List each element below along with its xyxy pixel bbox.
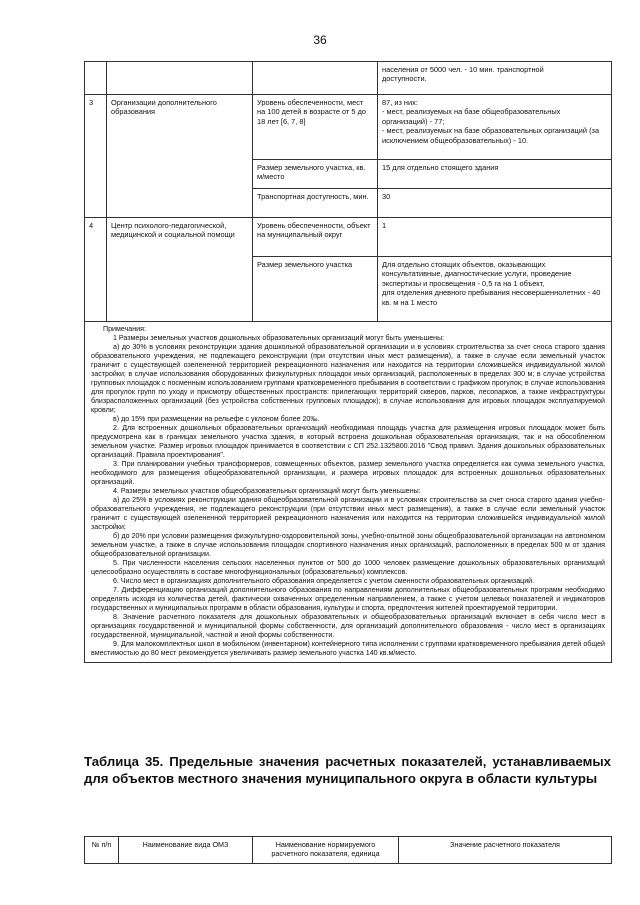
value-line: Для отдельно стоящих объектов, оказывающих консультативные, диагностические услуги, проведение экспертизы и просвещения - 0,5 га на 1 объект, <box>382 260 572 288</box>
row-number: 3 <box>85 95 107 218</box>
indicator-name: Размер земельного участка <box>253 257 378 322</box>
note-paragraph: 5. При численности населения сельских населенных пунктов от 500 до 1000 человек размещение дошкольных образовательных организаций целесообразно осуществлять в составе многофункциональных (образовательных) комплексов. <box>91 559 605 576</box>
table-row <box>85 62 612 95</box>
value-line: - мест, реализуемых на базе образовательных организаций (за исключением общеобразовательных) - 10. <box>382 126 600 145</box>
value-line: населения от 5000 чел. - 10 мин. транспортной <box>382 65 544 74</box>
indicator-name <box>253 62 378 95</box>
indicator-name: Размер земельного участка, кв. м/место <box>253 160 378 189</box>
notes-title: Примечания: <box>103 325 146 333</box>
page-number: 36 <box>313 33 327 47</box>
notes-cell <box>85 322 612 663</box>
indicator-value <box>378 257 612 322</box>
header-cell: № п/п <box>85 837 119 864</box>
row-number: 4 <box>85 218 107 322</box>
value-line: 15 для отдельно стоящего здания <box>382 163 499 172</box>
table-header-row <box>85 837 612 864</box>
table-caption: Таблица 35. Предельные значения расчетных показателей, устанавливаемых для объектов местного значения муниципального округа в области культуры <box>84 754 611 786</box>
note-paragraph: 4. Размеры земельных участков общеобразовательных организаций могут быть уменьшены: <box>113 487 421 495</box>
value-line: - мест, реализуемых на базе общеобразовательных организаций) - 77; <box>382 107 561 126</box>
value-line: доступности. <box>382 74 427 84</box>
note-paragraph: 3. При планировании учебных трансформеров, совмещенных объектов, размер земельного участка определяется как сумма земельного участка, необходимого для размещения общеобразовательной организации, и размера игровых площадок для встроенных дошкольных образовательных организаций. <box>91 460 605 486</box>
notes-row <box>85 322 612 663</box>
note-paragraph: 1 Размеры земельных участков дошкольных образовательных организаций могут быть уменьшены: <box>113 334 445 342</box>
indicator-value <box>378 160 612 189</box>
note-paragraph: 7. Дифференциацию организаций дополнительного образования по направлениям дополнительных общеобразовательных программ необходимо определять исходя из количества детей, фактически охваченных определенным направлением, а также с учетом целевых показателей и индикаторов государственных и муниципальных программ в области образования, культуры и спорта, предпочтения жителей проектируемой территории. <box>91 586 605 612</box>
indicator-value <box>378 218 612 257</box>
facility-name <box>107 62 253 95</box>
indicator-value <box>378 62 612 95</box>
note-paragraph: б) до 20% при условии размещения физкультурно-оздоровительной зоны, учебно-опытной зоны общеобразовательной организации на автономном земельном участке, а также в случае использования площадок спортивного назначения иных организаций, расположенных в пределах 500 м от здания общеобразовательной организации. <box>91 532 605 558</box>
header-cell: Наименование вида ОМЗ <box>119 837 253 864</box>
indicator-name: Уровень обеспеченности, мест на 100 детей в возрасте от 5 до 18 лет [6, 7, 8] <box>253 95 378 160</box>
note-paragraph: а) до 30% в условиях реконструкции здания дошкольной образовательной организации и в условиях строительства за счет сноса старого здания образовательного учреждения, не подлежащего реконструкции (при отсутствии иных мест размещения), а также в случае если земельный участок граничит с существующей озелененной территорией рекреационного назначения или находится на территории сложившейся индивидуальной жилой застройки; в случае использования оборудованных физкультурных площадок иных организаций, расположенных в пределах 300 м; в случае устройства групповых площадок с посменным использованием группами кратковременного пребывания в соответствии с графиком прогулок; в случае использования для прогулок групп по уходу и присмотру общественных пространств: прилегающих территорий скверов, парков, лесопарков, а также инфраструктуры близрасположенных организаций (без устройства собственных групповых площадок); в случае использования для игровых площадок эксплуатируемой кровли; <box>91 343 605 414</box>
culture-table <box>84 836 612 864</box>
header-cell: Наименование нормируемого расчетного показателя, единица <box>253 837 399 864</box>
value-line: 87, из них: <box>382 98 418 107</box>
facility-name: Центр психолого-педагогической, медицинской и социальной помощи <box>107 218 253 322</box>
facilities-table <box>84 61 612 663</box>
indicator-value <box>378 95 612 160</box>
indicator-name: Транспортная доступность, мин. <box>253 189 378 218</box>
note-paragraph: а) до 25% в условиях реконструкции здания общеобразовательной организации и в условиях строительства за счет сноса старого здания учебно-образовательного учреждения, не подлежащего реконструкции (при отсутствии иных мест размещения), а также в случае если земельный участок граничит с существующей озелененной территорией рекреационного назначения или находится на территории сложившейся индивидуальной жилой застройки; <box>91 496 605 531</box>
note-paragraph: 2. Для встроенных дошкольных образовательных организаций необходимая площадь участка для размещения игровых площадок может быть предусмотрена как в границах земельного участка здания, в который встроена дошкольная образовательная организация, так и на обособленном земельном участке. Размер игровых площадок принимается в соответствии с СП 252.1325800.2016 "Свод правил. Здания дошкольных образовательных организаций. Правила проектирования". <box>91 424 605 459</box>
table-row <box>85 95 612 160</box>
note-paragraph: в) до 15% при размещении на рельефе с уклоном более 20‰. <box>113 415 320 423</box>
indicator-value <box>378 189 612 218</box>
note-paragraph: 9. Для малокомплектных школ в мобильном (инвентарном) контейнерного типа исполнении с группами кратковременного пребывания детей общей вместимостью до 80 мест рекомендуется увеличивать размер земельного участка 140 кв.м/место. <box>91 640 605 657</box>
note-paragraph: 6. Число мест в организациях дополнительного образования определяется с учетом сменности образовательных организаций. <box>113 577 535 585</box>
indicator-name: Уровень обеспеченности, объект на муниципальный округ <box>253 218 378 257</box>
value-line: 30 <box>382 192 391 201</box>
value-line: 1 <box>382 221 387 230</box>
note-paragraph: 8. Значение расчетного показателя для дошкольных образовательных и общеобразовательных организаций включает в себя число мест в организациях государственной и муниципальной формы собственности, для организаций дополнительного образования - число мест в организациях государственной, муниципальной, частной и иной формы собственности. <box>91 613 605 639</box>
header-cell: Значение расчетного показателя <box>399 837 612 864</box>
facility-name: Организации дополнительного образования <box>107 95 253 218</box>
value-line: для отделения дневного пребывания несовершеннолетних - 40 кв. м на 1 место <box>382 288 601 307</box>
row-number <box>85 62 107 95</box>
table-row <box>85 218 612 257</box>
